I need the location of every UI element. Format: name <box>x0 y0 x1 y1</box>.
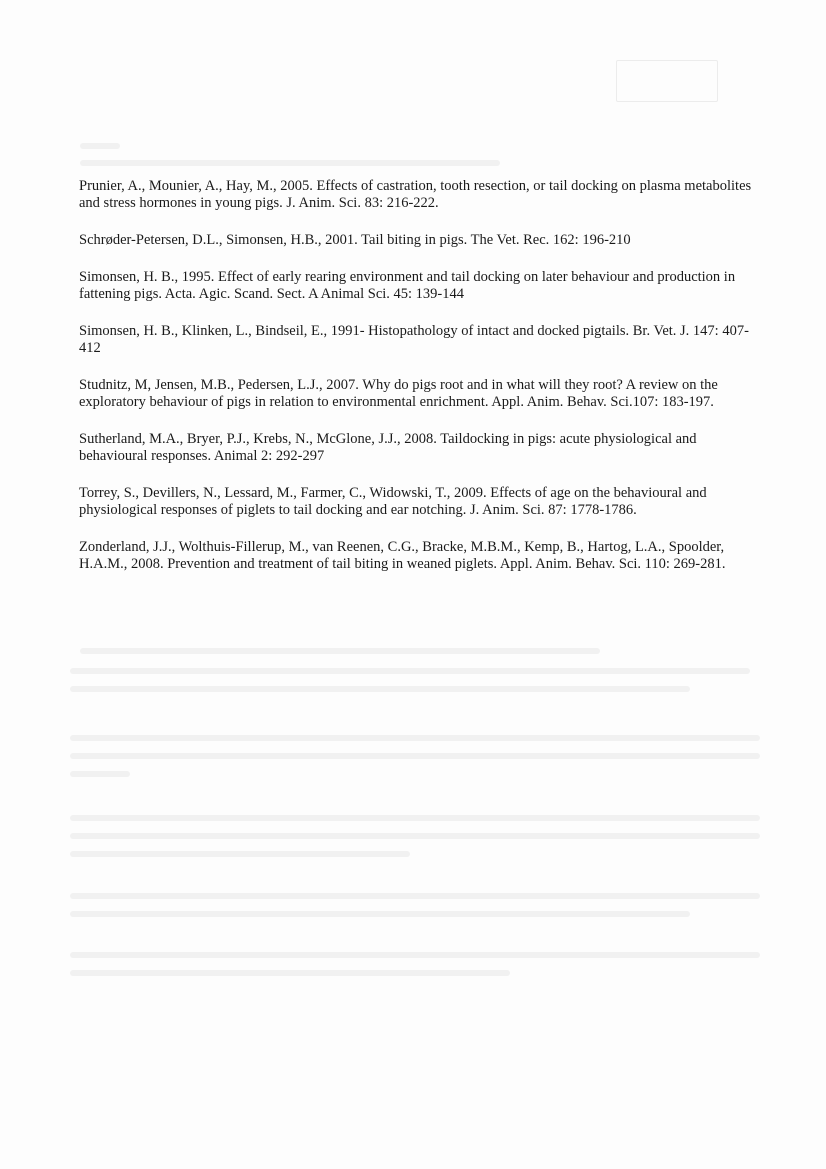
reference-entry: Simonsen, H. B., Klinken, L., Bindseil, E., 1991- Histopathology of intact and docked pigtails. Br. Vet. J. 147: 407-412 <box>79 323 749 356</box>
reference-entry: Sutherland, M.A., Bryer, P.J., Krebs, N., McGlone, J.J., 2008. Taildocking in pigs: acute physiological and behavioural responses. Animal 2: 292-297 <box>79 431 697 464</box>
bleed-through-line <box>70 970 510 976</box>
bleed-through-line <box>70 815 760 821</box>
bleed-through-line <box>70 735 760 741</box>
bleed-through-line <box>80 143 120 149</box>
bleed-through-line <box>80 160 500 166</box>
reference-entry: Prunier, A., Mounier, A., Hay, M., 2005. Effects of castration, tooth resection, or tail docking on plasma metabolites and stress hormones in young pigs. J. Anim. Sci. 83: 216-222. <box>79 178 752 211</box>
bleed-through-line <box>70 911 690 917</box>
bleed-through-line <box>70 668 750 674</box>
bleed-through-line <box>70 952 760 958</box>
reference-entry: Zonderland, J.J., Wolthuis-Fillerup, M., van Reenen, C.G., Bracke, M.B.M., Kemp, B., Hartog, L.A., Spoolder, H.A.M., 2008. Prevention and treatment of tail biting in weaned piglets. Appl. Anim. Behav. Sci. 110: 269-281. <box>79 539 726 572</box>
reference-entry: Studnitz, M, Jensen, M.B., Pedersen, L.J., 2007. Why do pigs root and in what will they root? A review on the exploratory behaviour of pigs in relation to environmental enrichment. Appl. Anim. Behav. Sci.107: 183-197. <box>79 377 718 410</box>
reference-entry: Schrøder-Petersen, D.L., Simonsen, H.B., 2001. Tail biting in pigs. The Vet. Rec. 162: 196-210 <box>79 232 631 248</box>
bleed-through-line <box>70 833 760 839</box>
reference-entry: Simonsen, H. B., 1995. Effect of early rearing environment and tail docking on later behaviour and production in fattening pigs. Acta. Agic. Scand. Sect. A Animal Sci. 45: 139-144 <box>79 269 736 302</box>
reference-list <box>79 178 757 593</box>
bleed-through-line <box>70 753 760 759</box>
bleed-through-line <box>70 893 760 899</box>
bleed-through-line <box>80 648 600 654</box>
bleed-through-line <box>70 771 130 777</box>
bleed-through-line <box>70 851 410 857</box>
bleed-through-line <box>70 686 690 692</box>
reference-entry: Torrey, S., Devillers, N., Lessard, M., Farmer, C., Widowski, T., 2009. Effects of age on the behavioural and physiological responses of piglets to tail docking and ear notching. J. Anim. Sci. 87: 1778-1786. <box>79 485 707 518</box>
faint-stamp-box <box>616 60 718 102</box>
